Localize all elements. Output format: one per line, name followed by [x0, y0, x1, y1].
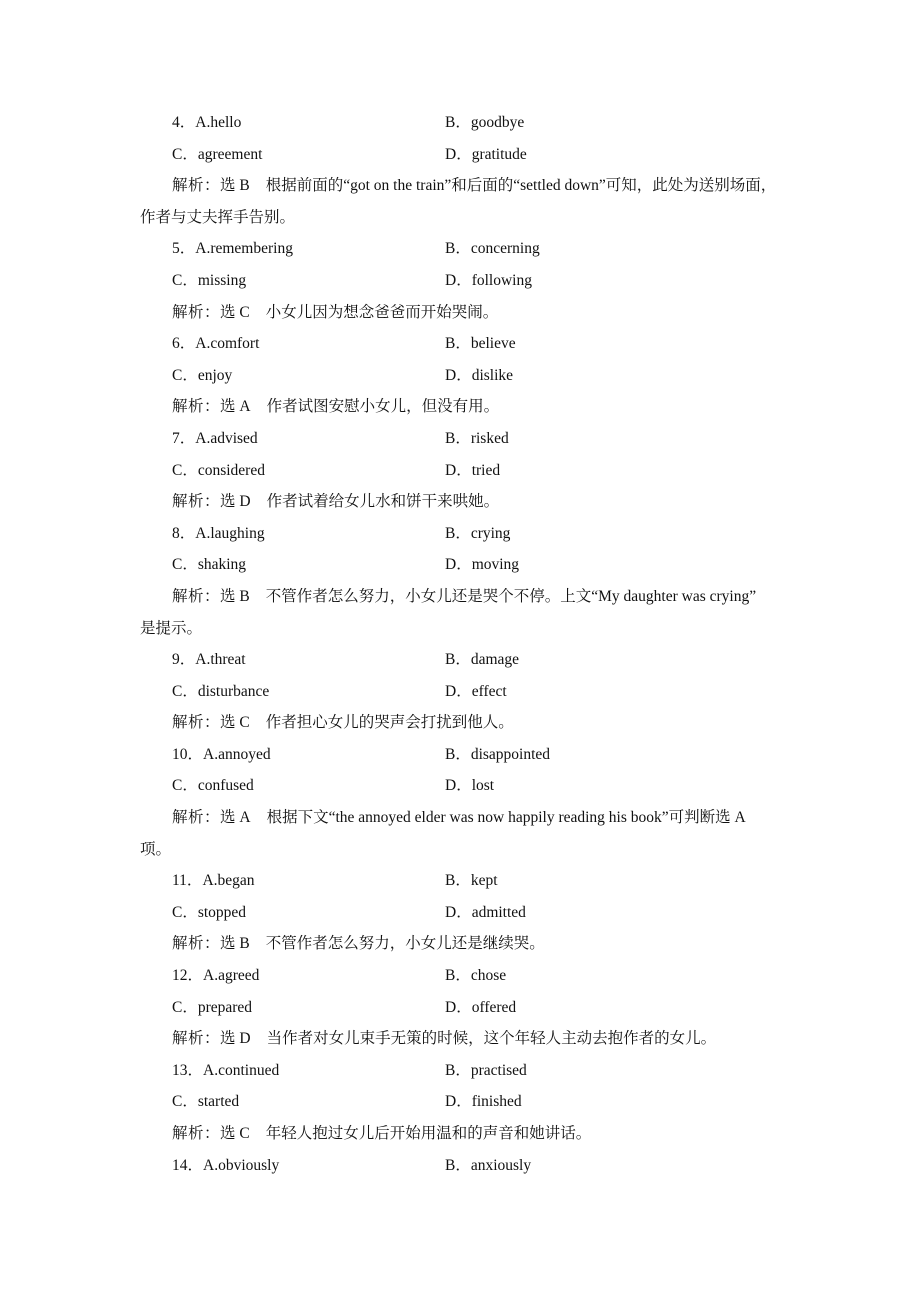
- explanation: [140, 928, 788, 960]
- option-d: D．following: [445, 271, 532, 289]
- option-a: 8．A.laughing: [172, 524, 265, 542]
- option-a: 7．A.advised: [172, 429, 258, 447]
- explanation-choice: 选 B: [220, 587, 250, 605]
- option-b: B．chose: [445, 967, 507, 985]
- options-row-cd: [140, 1086, 788, 1118]
- explanation-text: 不管作者怎么努力，小女儿还是哭个不停。上文“My daughter was crying”: [265, 587, 757, 605]
- explanation-label: 解析：: [172, 587, 221, 605]
- option-d: D．gratitude: [445, 145, 527, 163]
- option-b: B．believe: [445, 335, 516, 353]
- explanation-text: 根据下文“the annoyed elder was now happily reading his book”可判断选 A: [266, 809, 746, 827]
- option-d: D．dislike: [445, 366, 514, 384]
- options-row-cd: [140, 676, 788, 708]
- explanation-label: 解析：: [172, 1125, 221, 1142]
- option-d: D．admitted: [445, 903, 526, 921]
- explanation-text: 小女儿因为想念爸爸而开始哭闹。: [265, 303, 499, 321]
- options-row-ab: [140, 518, 788, 550]
- option-b: B．practised: [445, 1061, 527, 1079]
- option-d: D．effect: [445, 682, 507, 700]
- option-a: 4．A.hello: [172, 114, 242, 131]
- explanation: [140, 707, 788, 739]
- options-row-cd: [140, 992, 788, 1024]
- explanation-choice: 选 D: [220, 493, 251, 511]
- options-row-cd: [140, 897, 788, 929]
- option-a: 6．A.comfort: [172, 335, 260, 353]
- options-row-ab: [140, 644, 788, 676]
- explanation-label: 解析：: [172, 303, 221, 321]
- option-b: B．crying: [445, 524, 511, 542]
- explanation: [140, 1118, 788, 1150]
- explanation-choice: 选 B: [220, 935, 250, 953]
- option-c: C．enjoy: [172, 366, 233, 384]
- options-row-ab: [140, 960, 788, 992]
- options-row-ab: [140, 865, 788, 897]
- explanation-choice: 选 B: [220, 177, 250, 195]
- option-b: B．risked: [445, 429, 509, 447]
- option-c: C．agreement: [172, 145, 263, 163]
- explanation: [140, 581, 788, 613]
- explanation: [140, 391, 788, 423]
- option-b: B．concerning: [445, 240, 540, 258]
- question-list: [140, 107, 788, 1181]
- explanation-choice: 选 A: [220, 398, 251, 416]
- explanation-text: 年轻人抱过女儿后开始用温和的声音和她讲话。: [265, 1125, 592, 1142]
- option-c: C．prepared: [172, 998, 253, 1016]
- options-row-ab: [140, 1150, 788, 1182]
- explanation-text: 不管作者怎么努力，小女儿还是继续哭。: [265, 935, 545, 953]
- explanation-choice: 选 C: [220, 714, 250, 732]
- options-row-ab: [140, 328, 788, 360]
- explanation-label: 解析：: [172, 1030, 221, 1048]
- option-c: C．stopped: [172, 903, 247, 921]
- explanation-text: 当作者对女儿束手无策的时候，这个年轻人主动去抱作者的女儿。: [266, 1030, 717, 1048]
- option-a: 10．A.annoyed: [172, 745, 271, 763]
- option-d: D．tried: [445, 461, 501, 479]
- option-b: B．kept: [445, 872, 498, 890]
- option-c: C．confused: [172, 777, 254, 795]
- option-a: 12．A.agreed: [172, 967, 260, 985]
- options-row-ab: [140, 233, 788, 265]
- option-b: B．goodbye: [445, 114, 525, 131]
- explanation-text: 作者担心女儿的哭声会打扰到他人。: [265, 714, 514, 732]
- explanation: [140, 802, 788, 834]
- explanation-choice: 选 A: [220, 809, 251, 827]
- options-row-cd: [140, 139, 788, 171]
- explanation-choice: 选 C: [220, 303, 250, 321]
- option-a: 14．A.obviously: [172, 1156, 280, 1174]
- explanation-label: 解析：: [172, 177, 221, 195]
- options-row-cd: [140, 265, 788, 297]
- option-c: C．shaking: [172, 556, 247, 574]
- explanation-label: 解析：: [172, 398, 221, 416]
- explanation-text: 作者试着给女儿水和饼干来哄她。: [266, 493, 500, 511]
- explanation: [140, 1023, 788, 1055]
- option-b: B．anxiously: [445, 1156, 532, 1174]
- options-row-ab: [140, 1055, 788, 1087]
- explanation-continued: 项。: [140, 840, 172, 858]
- option-d: D．finished: [445, 1093, 522, 1111]
- explanation-continued: 是提示。: [140, 619, 203, 637]
- options-row-ab: [140, 423, 788, 455]
- option-c: C．disturbance: [172, 682, 270, 700]
- explanation-choice: 选 D: [220, 1030, 251, 1048]
- option-d: D．lost: [445, 777, 495, 795]
- option-c: C．considered: [172, 461, 265, 479]
- option-b: B．disappointed: [445, 745, 551, 763]
- explanation-text: 作者试图安慰小女儿，但没有用。: [266, 398, 500, 416]
- options-row-ab: [140, 107, 788, 139]
- explanation-text: 根据前面的“got on the train”和后面的“settled down”可知，此处为送别场面，: [265, 177, 777, 195]
- explanation: [140, 170, 788, 202]
- options-row-cd: [140, 455, 788, 487]
- option-d: D．moving: [445, 556, 520, 574]
- options-row-cd: [140, 549, 788, 581]
- option-c: C．missing: [172, 271, 247, 289]
- explanation-continued: 作者与丈夫挥手告别。: [140, 208, 296, 226]
- option-d: D．offered: [445, 998, 517, 1016]
- options-row-cd: [140, 770, 788, 802]
- explanation: [140, 486, 788, 518]
- option-b: B．damage: [445, 651, 520, 669]
- explanation-label: 解析：: [172, 493, 221, 511]
- option-a: 9．A.threat: [172, 651, 246, 669]
- option-a: 5．A.remembering: [172, 240, 293, 258]
- explanation-label: 解析：: [172, 809, 221, 827]
- explanation-label: 解析：: [172, 714, 221, 732]
- option-c: C．started: [172, 1093, 240, 1111]
- options-row-ab: [140, 739, 788, 771]
- explanation-label: 解析：: [172, 935, 221, 953]
- explanation-choice: 选 C: [220, 1125, 250, 1142]
- explanation: [140, 297, 788, 329]
- option-a: 13．A.continued: [172, 1061, 280, 1079]
- option-a: 11．A.began: [172, 872, 255, 890]
- options-row-cd: [140, 360, 788, 392]
